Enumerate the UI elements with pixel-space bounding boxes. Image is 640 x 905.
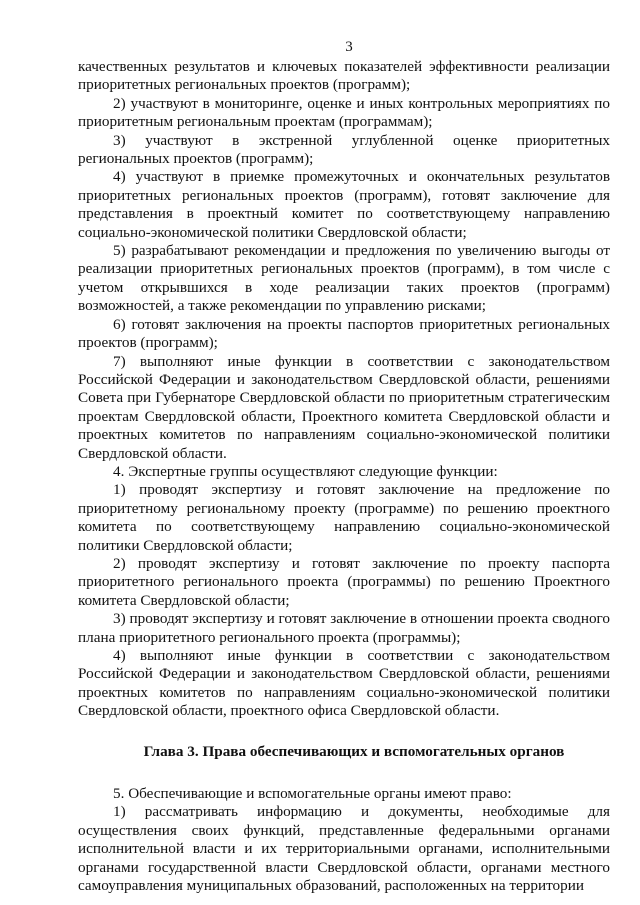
paragraph: 1) рассматривать информацию и документы, необходимые для осуществления своих функций, представленные федеральными органами исполнительной власти и их территориальными органами, исполнительными органами государственной власти Свердловской области, органами местного самоуправления муниципальных образований, расположенных на территории bbox=[78, 803, 610, 895]
paragraph: 4) выполняют иные функции в соответствии с законодательством Российской Федерации и законодательством Свердловской области, решениями проектных комитетов по направлениям социально-экономической политики Свердловской области, проектного офиса Свердловской области. bbox=[78, 647, 610, 720]
paragraph: 1) проводят экспертизу и готовят заключение на предложение по приоритетному региональному проекту (программе) по решению проектного комитета по соответствующему направлению социально-экономической политики Свердловской области; bbox=[78, 481, 610, 554]
paragraph: 7) выполняют иные функции в соответствии с законодательством Российской Федерации и законодательством Свердловской области, решениями Совета при Губернаторе Свердловской области по приоритетным стратегическим проектам Свердловской области, Проектного комитета Свердловской области и проектных комитетов по направлениям социально-экономической политики Свердловской области. bbox=[78, 352, 610, 462]
document-body bbox=[78, 58, 610, 895]
paragraph: 2) участвуют в мониторинге, оценке и иных контрольных мероприятиях по приоритетным региональным проектам (программам); bbox=[78, 94, 610, 131]
chapter-heading: Глава 3. Права обеспечивающих и вспомогательных органов bbox=[143, 742, 565, 760]
paragraph: 3) проводят экспертизу и готовят заключение в отношении проекта сводного плана приоритетного регионального проекта (программы); bbox=[78, 610, 610, 646]
paragraph: 6) готовят заключения на проекты паспортов приоритетных региональных проектов (программ); bbox=[78, 315, 610, 352]
paragraph: 3) участвуют в экстренной углубленной оценке приоритетных региональных проектов (программ); bbox=[78, 131, 610, 168]
paragraph: 4) участвуют в приемке промежуточных и окончательных результатов приоритетных региональных проектов (программ), готовят заключение для представления в проектный комитет по соответствующему направлению социально-экономической политики Свердловской области; bbox=[78, 168, 610, 241]
paragraph: 5. Обеспечивающие и вспомогательные органы имеют право: bbox=[113, 785, 512, 803]
paragraph: качественных результатов и ключевых показателей эффективности реализации приоритетных региональных проектов (программ); bbox=[78, 58, 610, 94]
page-number: 3 bbox=[345, 39, 353, 55]
paragraph: 2) проводят экспертизу и готовят заключение по проекту паспорта приоритетного регионального проекта (программы) по решению Проектного комитета Свердловской области; bbox=[78, 554, 610, 609]
paragraph: 5) разрабатывают рекомендации и предложения по увеличению выгоды от реализации приоритетных региональных проектов (программ), в том числе с учетом открывшихся в ходе реализации таких проектов (программ) возможностей, а также рекомендации по управлению рисками; bbox=[78, 242, 610, 315]
paragraph: 4. Экспертные группы осуществляют следующие функции: bbox=[113, 462, 498, 480]
